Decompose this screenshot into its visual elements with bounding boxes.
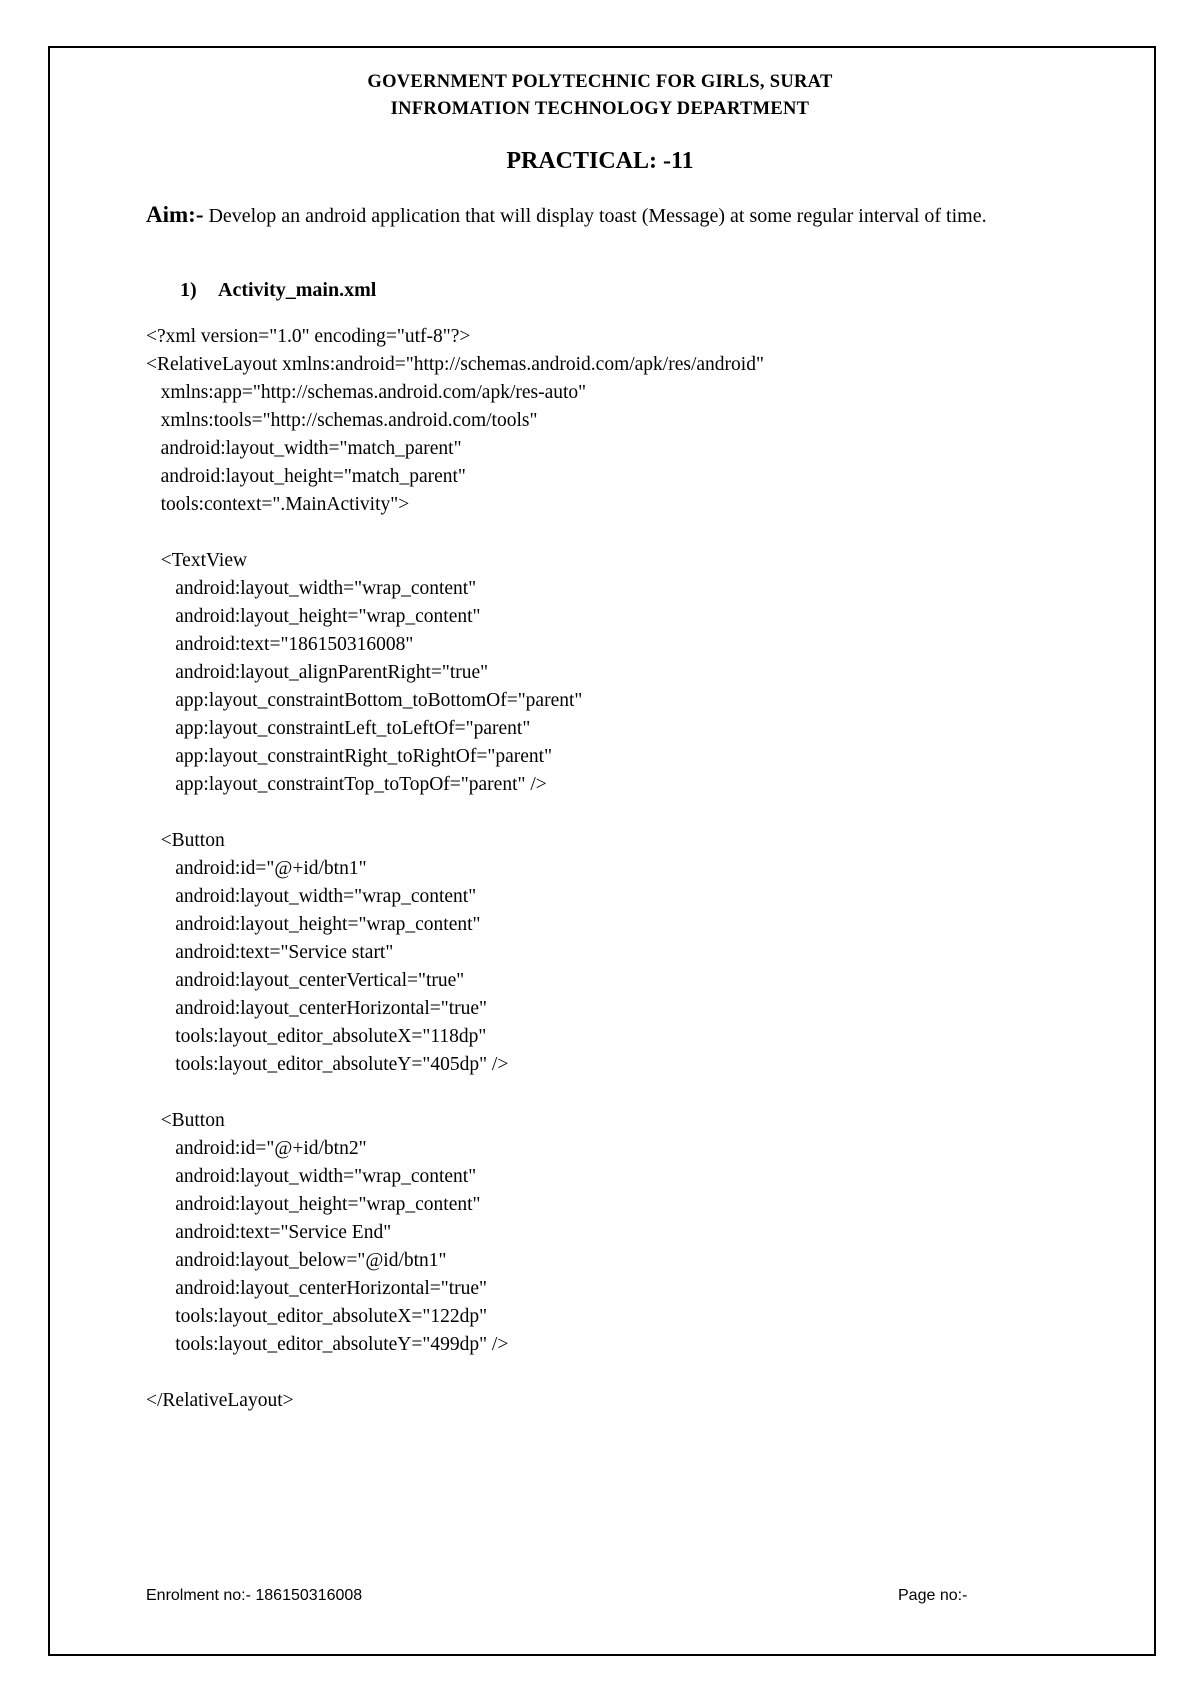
aim-label: Aim:- (146, 202, 204, 227)
code-line (146, 799, 764, 827)
code-line: android:layout_width="wrap_content" (146, 886, 477, 907)
aim-paragraph (146, 200, 1046, 231)
code-line: android:layout_centerHorizontal="true" (146, 998, 487, 1019)
code-line (146, 519, 764, 547)
code-line: tools:context=".MainActivity"> (146, 494, 410, 515)
code-block (146, 323, 764, 1415)
practical-title: PRACTICAL: -11 (506, 148, 694, 174)
code-line: android:text="Service End" (146, 1222, 392, 1243)
code-line: android:layout_height="wrap_content" (146, 914, 481, 935)
code-line: <RelativeLayout xmlns:android="http://schemas.android.com/apk/res/android" (146, 354, 764, 375)
code-line: tools:layout_editor_absoluteX="118dp" (146, 1026, 487, 1047)
code-line: android:layout_alignParentRight="true" (146, 662, 489, 683)
code-line (146, 1079, 764, 1107)
code-line: android:layout_height="wrap_content" (146, 606, 481, 627)
code-line: app:layout_constraintRight_toRightOf="parent" (146, 746, 553, 767)
code-line: app:layout_constraintBottom_toBottomOf="parent" (146, 690, 583, 711)
code-line: android:layout_width="wrap_content" (146, 1166, 477, 1187)
code-line: tools:layout_editor_absoluteX="122dp" (146, 1306, 488, 1327)
code-line: android:layout_width="wrap_content" (146, 578, 477, 599)
code-line: android:layout_below="@id/btn1" (146, 1250, 447, 1271)
code-line: <Button (146, 830, 225, 851)
code-line: tools:layout_editor_absoluteY="405dp" /> (146, 1054, 509, 1075)
code-line: android:layout_centerVertical="true" (146, 970, 465, 991)
code-line: <?xml version="1.0" encoding="utf-8"?> (146, 326, 471, 347)
aim-text: Develop an android application that will display toast (Message) at some regular interval of time. (203, 205, 987, 227)
page-number: Page no:- (898, 1587, 968, 1604)
code-line: tools:layout_editor_absoluteY="499dp" /> (146, 1334, 509, 1355)
department-name: INFROMATION TECHNOLOGY DEPARTMENT (390, 99, 810, 119)
code-line: android:id="@+id/btn1" (146, 858, 367, 879)
code-line: <Button (146, 1110, 225, 1131)
enrolment-number: Enrolment no:- 186150316008 (146, 1587, 363, 1604)
institution-name: GOVERNMENT POLYTECHNIC FOR GIRLS, SURAT (367, 72, 833, 92)
code-line: xmlns:app="http://schemas.android.com/apk/res-auto" (146, 382, 587, 403)
section-number: 1) (180, 279, 197, 301)
code-line: <TextView (146, 550, 248, 571)
code-line: android:text="Service start" (146, 942, 394, 963)
code-line: android:layout_centerHorizontal="true" (146, 1278, 487, 1299)
code-line: android:layout_width="match_parent" (146, 438, 462, 459)
code-line: android:layout_height="wrap_content" (146, 1194, 481, 1215)
code-line (146, 1359, 764, 1387)
code-line: app:layout_constraintLeft_toLeftOf="parent" (146, 718, 531, 739)
code-line: android:id="@+id/btn2" (146, 1138, 367, 1159)
code-line: xmlns:tools="http://schemas.android.com/tools" (146, 410, 538, 431)
code-line: </RelativeLayout> (146, 1390, 294, 1411)
section-heading (180, 279, 376, 302)
code-line: android:layout_height="match_parent" (146, 466, 466, 487)
code-line: app:layout_constraintTop_toTopOf="parent" /> (146, 774, 547, 795)
code-line: android:text="186150316008" (146, 634, 414, 655)
section-title: Activity_main.xml (218, 279, 377, 301)
